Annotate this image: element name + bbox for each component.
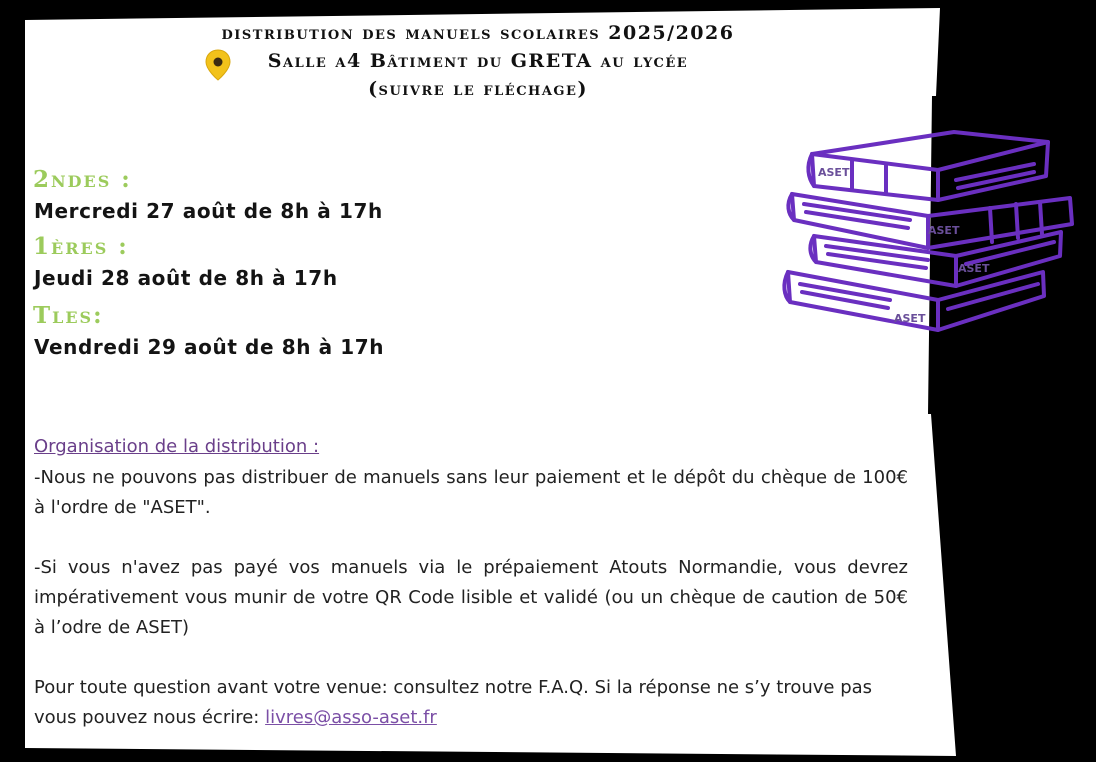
- contact-text: Pour toute question avant votre venue: consultez notre F.A.Q. Si la réponse ne s’y trouve pas vous pouvez nous écrire:: [34, 677, 873, 728]
- date-2ndes: Mercredi 27 août de 8h à 17h: [34, 199, 383, 223]
- date-tles: Vendredi 29 août de 8h à 17h: [34, 335, 385, 359]
- email-link[interactable]: livres@asso-aset.fr: [265, 707, 437, 728]
- contact-paragraph: [34, 673, 908, 733]
- aset-logo-2: ASET: [928, 224, 960, 237]
- aset-logo-3: ASET: [958, 262, 990, 275]
- book-stack-icon: [778, 124, 1078, 350]
- organisation-title: Organisation de la distribution :: [34, 436, 320, 457]
- organisation-paragraph-2: -Si vous n'avez pas payé vos manuels via le prépaiement Atouts Normandie, vous devrez impérativement vous munir de votre QR Code lisible et validé (ou un chèque de caution de 50€ à l’odre de ASET): [34, 557, 908, 638]
- organisation-paragraph-1: -Nous ne pouvons pas distribuer de manuels sans leur paiement et le dépôt du chèque de 100€ à l'ordre de "ASET".: [34, 467, 908, 518]
- grade-label-1eres: 1ères :: [33, 233, 129, 260]
- header-location: Salle a4 Bâtiment du GRETA au lycée: [267, 50, 689, 72]
- header-note: (suivre le fléchage): [368, 78, 588, 100]
- header-title: distribution des manuels scolaires 2025/2026: [221, 22, 735, 44]
- grade-label-2ndes: 2ndes :: [33, 166, 132, 193]
- aset-logo-4: ASET: [894, 312, 926, 325]
- aset-logo-1: ASET: [818, 166, 850, 179]
- grade-label-tles: Tles:: [33, 302, 104, 329]
- date-1eres: Jeudi 28 août de 8h à 17h: [34, 266, 338, 290]
